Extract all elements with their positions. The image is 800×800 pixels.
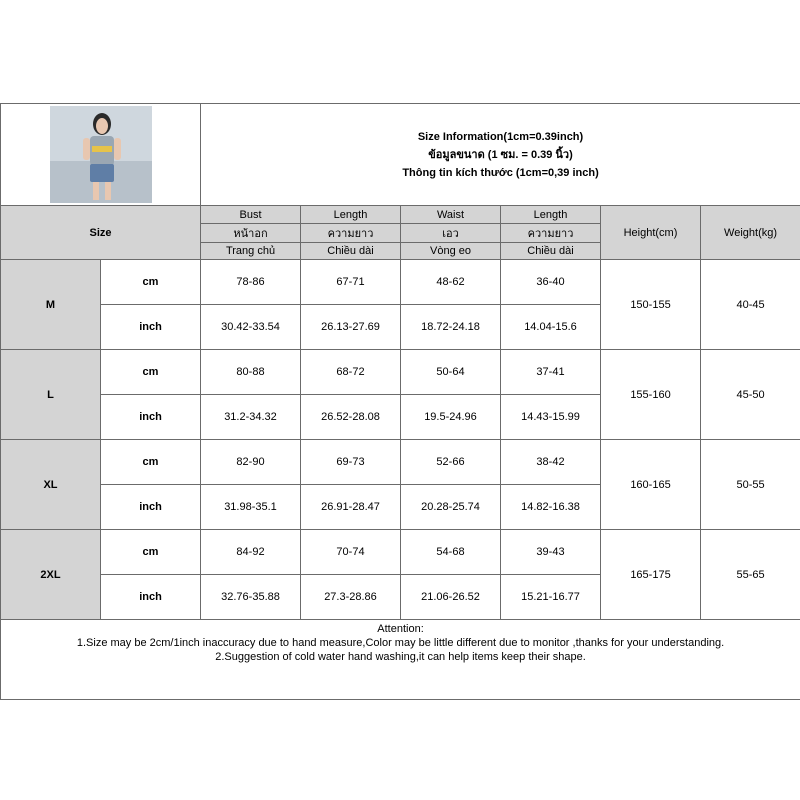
size-label-m: M bbox=[1, 260, 101, 350]
cell-length2-inch: 14.82-16.38 bbox=[501, 485, 601, 530]
bust-header-thai: หน้าอก bbox=[201, 224, 301, 243]
size-label-l: L bbox=[1, 350, 101, 440]
size-chart bbox=[0, 103, 800, 703]
size-table bbox=[0, 103, 800, 700]
bust-header: Bust bbox=[201, 206, 301, 224]
size-label-2xl: 2XL bbox=[1, 530, 101, 620]
cell-weight: 50-55 bbox=[701, 440, 800, 530]
cell-length2-cm: 36-40 bbox=[501, 260, 601, 305]
unit-inch: inch bbox=[101, 575, 201, 620]
cell-length-inch: 26.52-28.08 bbox=[301, 395, 401, 440]
waist-header: Waist bbox=[401, 206, 501, 224]
table-row bbox=[1, 440, 800, 485]
cell-length-cm: 68-72 bbox=[301, 350, 401, 395]
length2-header: Length bbox=[501, 206, 601, 224]
cell-bust-inch: 32.76-35.88 bbox=[201, 575, 301, 620]
length-header: Length bbox=[301, 206, 401, 224]
product-photo-cell bbox=[1, 104, 201, 206]
cell-length-cm: 67-71 bbox=[301, 260, 401, 305]
unit-inch: inch bbox=[101, 305, 201, 350]
cell-waist-inch: 18.72-24.18 bbox=[401, 305, 501, 350]
cell-length2-cm: 38-42 bbox=[501, 440, 601, 485]
unit-inch: inch bbox=[101, 485, 201, 530]
model-image bbox=[50, 106, 152, 203]
cell-bust-inch: 30.42-33.54 bbox=[201, 305, 301, 350]
attention-title: Attention: bbox=[377, 623, 424, 635]
cell-length-cm: 70-74 bbox=[301, 530, 401, 575]
cell-bust-inch: 31.98-35.1 bbox=[201, 485, 301, 530]
waist-header-vietnamese: Vòng eo bbox=[401, 243, 501, 260]
cell-length2-inch: 14.43-15.99 bbox=[501, 395, 601, 440]
length-header-thai: ความยาว bbox=[301, 224, 401, 243]
cell-waist-cm: 48-62 bbox=[401, 260, 501, 305]
length2-header-vietnamese: Chiều dài bbox=[501, 243, 601, 260]
waist-header-thai: เอว bbox=[401, 224, 501, 243]
cell-waist-inch: 19.5-24.96 bbox=[401, 395, 501, 440]
unit-cm: cm bbox=[101, 350, 201, 395]
cell-waist-cm: 54-68 bbox=[401, 530, 501, 575]
cell-length-cm: 69-73 bbox=[301, 440, 401, 485]
size-info-title bbox=[201, 104, 800, 206]
cell-length-inch: 26.91-28.47 bbox=[301, 485, 401, 530]
unit-cm: cm bbox=[101, 440, 201, 485]
cell-length2-cm: 39-43 bbox=[501, 530, 601, 575]
cell-weight: 40-45 bbox=[701, 260, 800, 350]
table-row bbox=[1, 260, 800, 305]
cell-bust-inch: 31.2-34.32 bbox=[201, 395, 301, 440]
unit-cm: cm bbox=[101, 260, 201, 305]
cell-bust-cm: 84-92 bbox=[201, 530, 301, 575]
table-row bbox=[1, 350, 800, 395]
attention-note-2: 2.Suggestion of cold water hand washing,it can help items keep their shape. bbox=[215, 651, 586, 663]
title-thai: ข้อมูลขนาด (1 ซม. = 0.39 นิ้ว) bbox=[428, 148, 573, 161]
unit-cm: cm bbox=[101, 530, 201, 575]
cell-waist-inch: 20.28-25.74 bbox=[401, 485, 501, 530]
cell-height: 155-160 bbox=[601, 350, 701, 440]
cell-weight: 45-50 bbox=[701, 350, 800, 440]
unit-inch: inch bbox=[101, 395, 201, 440]
bust-header-vietnamese: Trang chủ bbox=[201, 243, 301, 260]
product-photo bbox=[50, 106, 152, 203]
cell-length-inch: 27.3-28.86 bbox=[301, 575, 401, 620]
cell-waist-inch: 21.06-26.52 bbox=[401, 575, 501, 620]
cell-bust-cm: 80-88 bbox=[201, 350, 301, 395]
cell-height: 165-175 bbox=[601, 530, 701, 620]
size-column-header: Size bbox=[1, 206, 201, 260]
cell-weight: 55-65 bbox=[701, 530, 800, 620]
length-header-vietnamese: Chiều dài bbox=[301, 243, 401, 260]
cell-length2-inch: 15.21-16.77 bbox=[501, 575, 601, 620]
attention-section bbox=[1, 620, 800, 700]
table-row bbox=[1, 530, 800, 575]
cell-bust-cm: 82-90 bbox=[201, 440, 301, 485]
cell-height: 160-165 bbox=[601, 440, 701, 530]
cell-height: 150-155 bbox=[601, 260, 701, 350]
weight-header: Weight(kg) bbox=[701, 206, 800, 260]
cell-waist-cm: 52-66 bbox=[401, 440, 501, 485]
cell-waist-cm: 50-64 bbox=[401, 350, 501, 395]
size-label-xl: XL bbox=[1, 440, 101, 530]
cell-length2-inch: 14.04-15.6 bbox=[501, 305, 601, 350]
cell-length2-cm: 37-41 bbox=[501, 350, 601, 395]
title-vietnamese: Thông tin kích thước (1cm=0,39 inch) bbox=[402, 166, 599, 179]
title-english: Size Information(1cm=0.39inch) bbox=[417, 130, 584, 143]
cell-bust-cm: 78-86 bbox=[201, 260, 301, 305]
attention-note-1: 1.Size may be 2cm/1inch inaccuracy due to hand measure,Color may be little different due to monitor ,thanks for your understanding. bbox=[76, 637, 725, 649]
cell-length-inch: 26.13-27.69 bbox=[301, 305, 401, 350]
length2-header-thai: ความยาว bbox=[501, 224, 601, 243]
height-header: Height(cm) bbox=[601, 206, 701, 260]
